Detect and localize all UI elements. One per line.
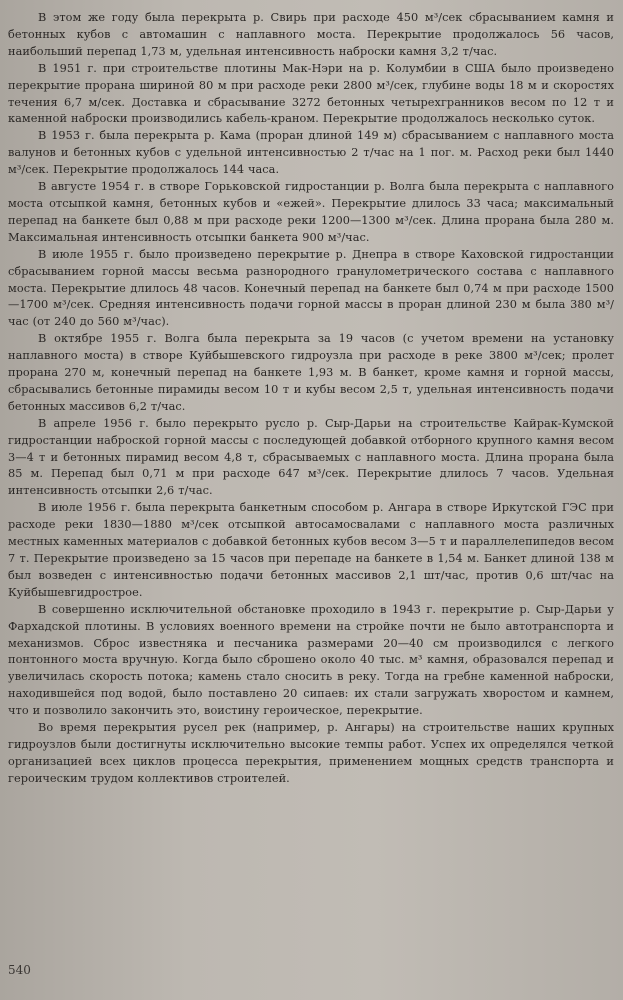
paragraph-svir: В этом же году была перекрыта р. Свирь при расходе 450 м³/сек сбрасыванием камня и бетонных кубов с автомашин с наплавного моста. Перекрытие продолжалось 56 часов, наибольший перепад 1,73 м, удельная интенсивность наброски камня 3,2 т/час. [8, 11, 614, 58]
paragraph-mcnary: В 1951 г. при строительстве плотины Мак-Нэри на р. Колумбии в США было произведено перекрытие прорана шириной 80 м при расходе реки 2800 м³/сек, глубине воды 18 м и скоростях течения 6,7 м/сек. Доставка и сбрасывание 3272 бетонных четырехгранников весом по 12 т и каменной наброски производились кабель-краном. Перекрытие продолжалось несколько суток. [8, 61, 614, 126]
paragraph-irkutsk: В июле 1956 г. была перекрыта банкетным способом р. Ангара в створе Иркутской ГЭС при расходе реки 1830—1880 м³/сек отсыпкой автосамосвалами с наплавного моста различных местных каменных материалов с добавкой бетонных кубов весом 3—5 т и параллелепипедов весом 7 т. Перекрытие произведено за 15 часов при перепаде на банкете в 1,54 м. Банкет длиной 138 м был возведен с интенсивностью подачи бетонных массивов 2,1 шт/час, против 0,6 шт/час на Куйбышевгидрострое. [8, 501, 615, 599]
paragraph-farkhad: В совершенно исключительной обстановке проходило в 1943 г. перекрытие р. Сыр-Дарьи у Фархадской плотины. В условиях военного времени на стройке почти не было автотранспорта и механизмов. Сброс известняка и песчаника размерами 20—40 см производился с легкого понтонного моста вручную. Когда было сброшено около 40 тыс. м³ камня, образовался перепад и увеличилась скорость потока; камень стало сносить в реку. Тогда на гребне каменной наброски, находившейся под водой, было поставлено 20 сипаев: их стали загружать хворостом и камнем, что и позволило закончить это, воистину героическое, перекрытие. [8, 602, 614, 718]
paragraph-kama: В 1953 г. была перекрыта р. Кама (проран длиной 149 м) сбрасыванием с наплавного моста валунов и бетонных кубов с удельной интенсивностью 2 т/час на 1 пог. м. Расход реки был 1440 м³/сек. Перекрытие продолжалось 144 часа. [8, 129, 614, 177]
paragraph-gorky: В августе 1954 г. в створе Горьковской гидростанции р. Волга была перекрыта с наплавного моста отсыпкой камня, бетонных кубов и «ежей». Перекрытие длилось 33 часа; максимальный перепад на банкете был 0,88 м при расходе реки 1200—1300 м³/сек. Длина прорана была 280 м. Максимальная интенсивность отсыпки банкета 900 м³/час. [8, 180, 614, 244]
paragraph-kakhovka: В июле 1955 г. было произведено перекрытие р. Днепра в створе Каховской гидростанции сбрасыванием горной массы весьма разнородного гранулометрического состава с наплавного моста. Перекрытие длилось 48 часов. Конечный перепад на банкете был 0,74 м при расходе 1500—1700 м³/сек. Средняя интенсивность подачи горной массы в проран длиной 230 м была 380 м³/час (от 240 до 560 м³/час). [8, 247, 614, 329]
paragraph-conclusion: Во время перекрытия русел рек (например, р. Ангары) на строительстве наших крупных гидроузлов были достигнуты исключительно высокие темпы работ. Успех их определялся четкой организацией всех циклов процесса перекрытия, применением мощных средств транспорта и героическим трудом коллективов строителей. [8, 721, 614, 785]
paragraph-kairak-kum: В апреле 1956 г. было перекрыто русло р. Сыр-Дарьи на строительстве Кайрак-Кумской гидростанции наброской горной массы с последующей добавкой отборного крупного камня весом 3—4 т и бетонных пирамид весом 4,8 т, сбрасываемых с наплавного моста. Длина прорана была 85 м. Перепад был 0,71 м при расходе 647 м³/сек. Перекрытие длилось 7 часов. Удельная интенсивность отсыпки 2,6 т/час. [8, 416, 614, 498]
body-text [8, 10, 614, 788]
page-number: 540 [8, 963, 31, 977]
paragraph-kuibyshev: В октябре 1955 г. Волга была перекрыта за 19 часов (с учетом времени на установку наплавного моста) в створе Куйбышевского гидроузла при расходе в реке 3800 м³/сек; пролет прорана 270 м, конечный перепад на банкете 1,93 м. В банкет, кроме камня и горной массы, сбрасывались бетонные пирамиды весом 10 т и кубы весом 2,5 т, удельная интенсивность подачи бетонных массивов 6,2 т/час. [8, 332, 614, 413]
